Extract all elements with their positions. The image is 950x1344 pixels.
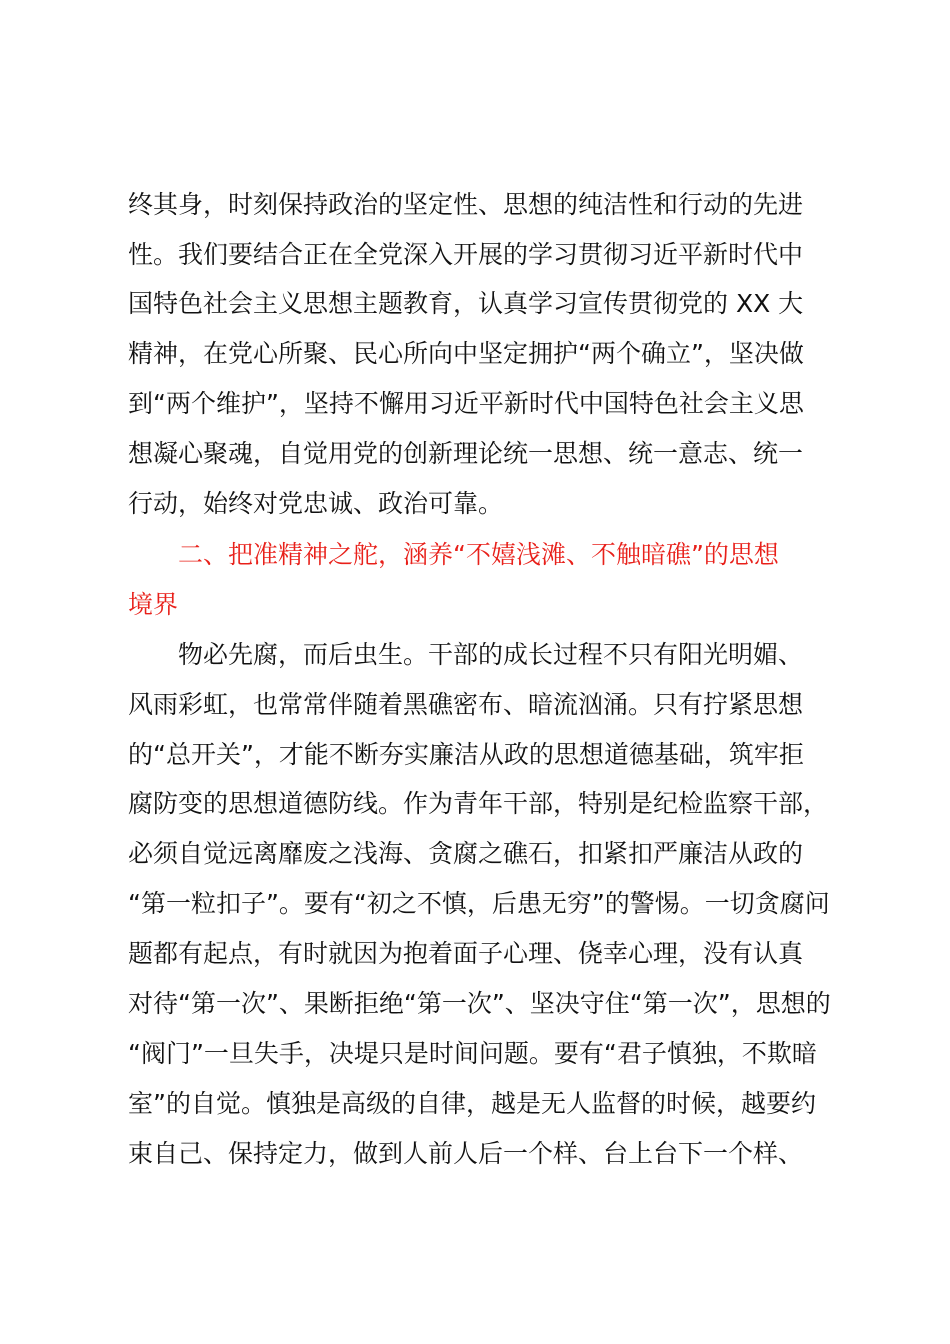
para1-line: 行动，始终对党忠诚、政治可靠。 [128, 489, 504, 518]
para2-line: 束自己、保持定力，做到人前人后一个样、台上台下一个样、 [128, 1139, 804, 1168]
para2-line: 必须自觉远离靡废之浅海、贪腐之礁石，扣紧扣严廉洁从政的 [128, 839, 804, 868]
para1-line: 精神，在党心所聚、民心所向中坚定拥护“两个确立”，坚决做 [128, 339, 804, 368]
para2-line: 风雨彩虹，也常常伴随着黑礁密布、暗流汹涌。只有拧紧思想 [128, 690, 804, 719]
para1-line: 国特色社会主义思想主题教育，认真学习宣传贯彻党的 XX 大 [128, 289, 804, 318]
para2-line: 的“总开关”，才能不断夯实廉洁从政的思想道德基础，筑牢拒 [128, 740, 804, 769]
para2-line: 物必先腐，而后虫生。干部的成长过程不只有阳光明媚、 [178, 640, 804, 669]
para2-line: “第一粒扣子”。要有“初之不慎，后患无穷”的警惕。一切贪腐问 [128, 889, 830, 918]
section-heading-line: 二、把准精神之舵，涵养“不嬉浅滩、不触暗礁”的思想 [178, 540, 779, 569]
para1-line: 性。我们要结合正在全党深入开展的学习贯彻习近平新时代中 [128, 240, 804, 269]
section-heading-line: 境界 [128, 590, 179, 619]
para2-line: 室”的自觉。慎独是高级的自律，越是无人监督的时候，越要约 [128, 1089, 816, 1118]
para2-line: 对待“第一次”、果断拒绝“第一次”、坚决守住“第一次”，思想的 [128, 989, 831, 1018]
para1-line: 终其身，时刻保持政治的坚定性、思想的纯洁性和行动的先进 [128, 190, 804, 219]
para1-line: 到“两个维护”，坚持不懈用习近平新时代中国特色社会主义思 [128, 389, 804, 418]
para2-line: 腐防变的思想道德防线。作为青年干部，特别是纪检监察干部， [128, 789, 829, 818]
para2-line: 题都有起点，有时就因为抱着面子心理、侥幸心理，没有认真 [128, 939, 804, 968]
para2-line: “阀门”一旦失手，决堤只是时间问题。要有“君子慎独，不欺暗 [128, 1039, 817, 1068]
para1-line: 想凝心聚魂，自觉用党的创新理论统一思想、统一意志、统一 [128, 439, 804, 468]
